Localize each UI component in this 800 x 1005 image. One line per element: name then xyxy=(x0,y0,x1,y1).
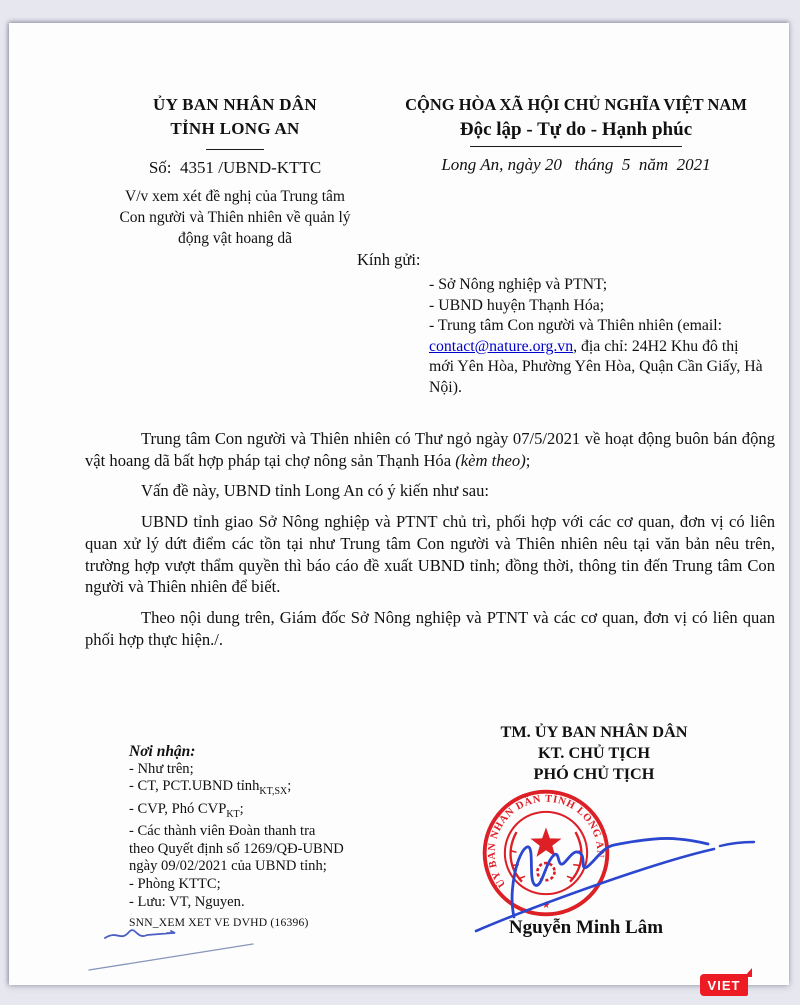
note-text: ; xyxy=(287,778,292,795)
paragraph-1 xyxy=(85,428,775,471)
national-header xyxy=(390,93,762,175)
note-subscript: KT,SX xyxy=(259,786,288,798)
note-item: theo Quyết định số 1269/QĐ-UBND xyxy=(129,840,344,857)
note-item: - Như trên; xyxy=(129,760,194,777)
paragraph-2: Vấn đề này, UBND tỉnh Long An có ý kiến như sau: xyxy=(141,481,490,501)
recipient-item xyxy=(429,316,767,398)
paragraph-4: Theo nội dung trên, Giám đốc Sở Nông nghiệp và PTNT và các cơ quan, đơn vị có liên quan phối hợp thực hiện./. xyxy=(85,607,775,649)
note-text: - CT, PCT.UBND tỉnh xyxy=(129,778,260,795)
issuer-header xyxy=(65,93,405,249)
issuer-org-line2: TỈNH LONG AN xyxy=(170,119,300,138)
note-text: - CVP, Phó CVP xyxy=(129,800,227,817)
pen-scribble xyxy=(75,908,275,978)
authority-line3: PHÓ CHỦ TỊCH xyxy=(533,764,655,783)
subject-line3: động vật hoang dã xyxy=(177,230,293,247)
viettimes-logo-label: VIET xyxy=(707,977,741,993)
subject-line1: V/v xem xét đề nghị của Trung tâm xyxy=(125,188,345,205)
subject-line2: Con người và Thiên nhiên về quản lý xyxy=(119,209,351,226)
filing-code: SNN_XEM XET VE DVHD (16396) xyxy=(129,916,309,930)
place-date: Long An, ngày 20 tháng 5 năm 2021 xyxy=(441,155,711,174)
authority-line2: KT. CHỦ TỊCH xyxy=(537,743,651,762)
paragraph-3: UBND tỉnh giao Sở Nông nghiệp và PTNT chủ trì, phối hợp với các cơ quan, đơn vị có liên quan xử lý dứt điểm các tồn tại như Trung tâm Con người và Thiên nhiên nêu tại văn bản nêu trên, trường hợp vượt thẩm quyền thì báo cáo đề xuất UBND tỉnh; đồng thời, thông tin đến Trung tâm Con người và Thiên nhiên để biết. xyxy=(85,512,775,597)
note-subscript: KT xyxy=(226,808,240,820)
motto-divider xyxy=(470,146,682,147)
national-motto-line1: CỘNG HÒA XÃ HỘI CHỦ NGHĨA VIỆT NAM xyxy=(405,95,747,114)
recipient-text: , địa chỉ: 24H2 Khu đô thị mới Yên Hòa, Phường Yên Hòa, Quận Cần Giấy, Hà Nội). xyxy=(429,337,763,396)
recipient-text: - Trung tâm Con người và Thiên nhiên (email: xyxy=(429,317,723,334)
salutation-label: Kính gửi: xyxy=(357,250,421,269)
note-item: - Các thành viên Đoàn thanh tra xyxy=(129,823,316,840)
note-item xyxy=(129,801,429,824)
email-link[interactable]: contact@nature.org.vn xyxy=(429,337,574,355)
note-item: - Lưu: VT, Nguyen. xyxy=(129,893,245,910)
recipients-note xyxy=(129,743,429,932)
seal-star: ★ xyxy=(541,901,551,912)
authority-line1: TM. ỦY BAN NHÂN DÂN xyxy=(500,722,688,741)
national-motto-line2: Độc lập - Tự do - Hạnh phúc xyxy=(459,119,693,140)
issuer-divider xyxy=(206,149,264,150)
note-item xyxy=(129,778,429,801)
document-subject xyxy=(65,186,405,249)
note-item: ngày 09/02/2021 của UBND tỉnh; xyxy=(129,858,327,875)
viettimes-logo xyxy=(700,974,748,996)
note-text: ; xyxy=(239,800,244,817)
seal-circular-text: ỦY BAN NHÂN DÂN TỈNH LONG AN xyxy=(486,793,606,890)
recipient-item: - UBND huyện Thạnh Hóa; xyxy=(429,296,605,314)
paragraph-text: ; xyxy=(525,450,531,470)
recipient-item: - Sở Nông nghiệp và PTNT; xyxy=(429,276,608,293)
note-item: - Phòng KTTC; xyxy=(129,875,221,892)
paragraph-text: Trung tâm Con người và Thiên nhiên có Thư ngỏ ngày 07/5/2021 về hoạt động buôn bán động vật hoang dã bất hợp pháp tại chợ nông sản Thạnh Hóa xyxy=(85,429,775,470)
paragraph-italic-note: (kèm theo) xyxy=(455,450,526,470)
signature-block xyxy=(422,721,766,966)
issuer-org-line1: ỦY BAN NHÂN DÂN xyxy=(153,95,317,114)
recipient-list xyxy=(429,275,767,398)
recipients-note-label: Nơi nhận: xyxy=(129,743,196,760)
document-number: Số: 4351 /UBND-KTTC xyxy=(148,158,322,177)
document-page xyxy=(9,23,789,985)
document-body xyxy=(85,428,775,659)
signature-stroke xyxy=(462,805,762,935)
signer-name: Nguyễn Minh Lâm xyxy=(508,917,664,938)
